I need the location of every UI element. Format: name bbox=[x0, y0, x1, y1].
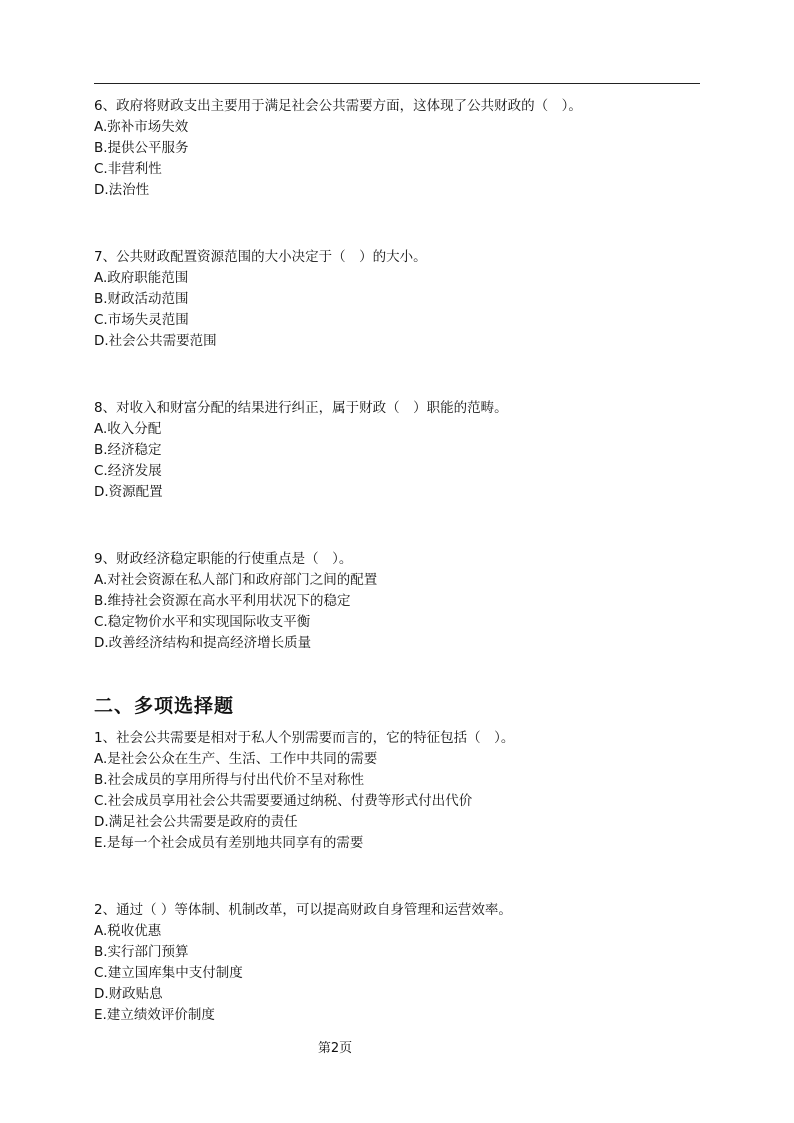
option-e: E.是每一个社会成员有差别地共同享有的需要 bbox=[94, 835, 364, 851]
option-c: C.稳定物价水平和实现国际收支平衡 bbox=[94, 614, 311, 630]
option-d: D.满足社会公共需要是政府的责任 bbox=[94, 814, 298, 830]
multi-question-1 bbox=[94, 728, 734, 854]
option-d: D.改善经济结构和提高经济增长质量 bbox=[94, 635, 312, 651]
option-b: B.社会成员的享用所得与付出代价不呈对称性 bbox=[94, 772, 365, 788]
question-8 bbox=[94, 398, 734, 503]
section-title-multiple-choice: 二、多项选择题 bbox=[94, 695, 235, 717]
question-text: 7、公共财政配置资源范围的大小决定于（ ）的大小。 bbox=[94, 249, 427, 265]
question-7 bbox=[94, 247, 734, 352]
option-c: C.社会成员享用社会公共需要要通过纳税、付费等形式付出代价 bbox=[94, 793, 473, 809]
option-a: A.收入分配 bbox=[94, 421, 162, 437]
option-a: A.政府职能范围 bbox=[94, 270, 189, 286]
page-content bbox=[94, 96, 734, 1072]
option-a: A.税收优惠 bbox=[94, 923, 162, 939]
option-b: B.财政活动范围 bbox=[94, 291, 189, 307]
option-c: C.建立国库集中支付制度 bbox=[94, 965, 243, 981]
question-text: 2、通过（ ）等体制、机制改革，可以提高财政自身管理和运营效率。 bbox=[94, 902, 512, 918]
question-text: 9、财政经济稳定职能的行使重点是（ ）。 bbox=[94, 551, 353, 567]
question-6 bbox=[94, 96, 734, 201]
option-d: D.法治性 bbox=[94, 182, 150, 198]
option-d: D.财政贴息 bbox=[94, 986, 163, 1002]
multi-question-2 bbox=[94, 900, 734, 1026]
option-a: A.对社会资源在私人部门和政府部门之间的配置 bbox=[94, 572, 378, 588]
option-b: B.经济稳定 bbox=[94, 442, 162, 458]
question-9 bbox=[94, 549, 734, 654]
option-c: C.非营利性 bbox=[94, 161, 162, 177]
option-c: C.市场失灵范围 bbox=[94, 312, 189, 328]
option-b: B.实行部门预算 bbox=[94, 944, 189, 960]
option-d: D.社会公共需要范围 bbox=[94, 333, 217, 349]
option-d: D.资源配置 bbox=[94, 484, 163, 500]
header-rule bbox=[94, 83, 700, 84]
question-text: 1、社会公共需要是相对于私人个别需要而言的，它的特征包括（ ）。 bbox=[94, 730, 515, 746]
option-b: B.提供公平服务 bbox=[94, 140, 189, 156]
option-b: B.维持社会资源在高水平利用状况下的稳定 bbox=[94, 593, 351, 609]
option-c: C.经济发展 bbox=[94, 463, 162, 479]
question-text: 6、政府将财政支出主要用于满足社会公共需要方面，这体现了公共财政的（ ）。 bbox=[94, 98, 582, 114]
option-a: A.是社会公众在生产、生活、工作中共同的需要 bbox=[94, 751, 378, 767]
page-number: 第2页 bbox=[317, 1041, 353, 1056]
option-e: E.建立绩效评价制度 bbox=[94, 1007, 215, 1023]
question-text: 8、对收入和财富分配的结果进行纠正，属于财政（ ）职能的范畴。 bbox=[94, 400, 508, 416]
option-a: A.弥补市场失效 bbox=[94, 119, 189, 135]
